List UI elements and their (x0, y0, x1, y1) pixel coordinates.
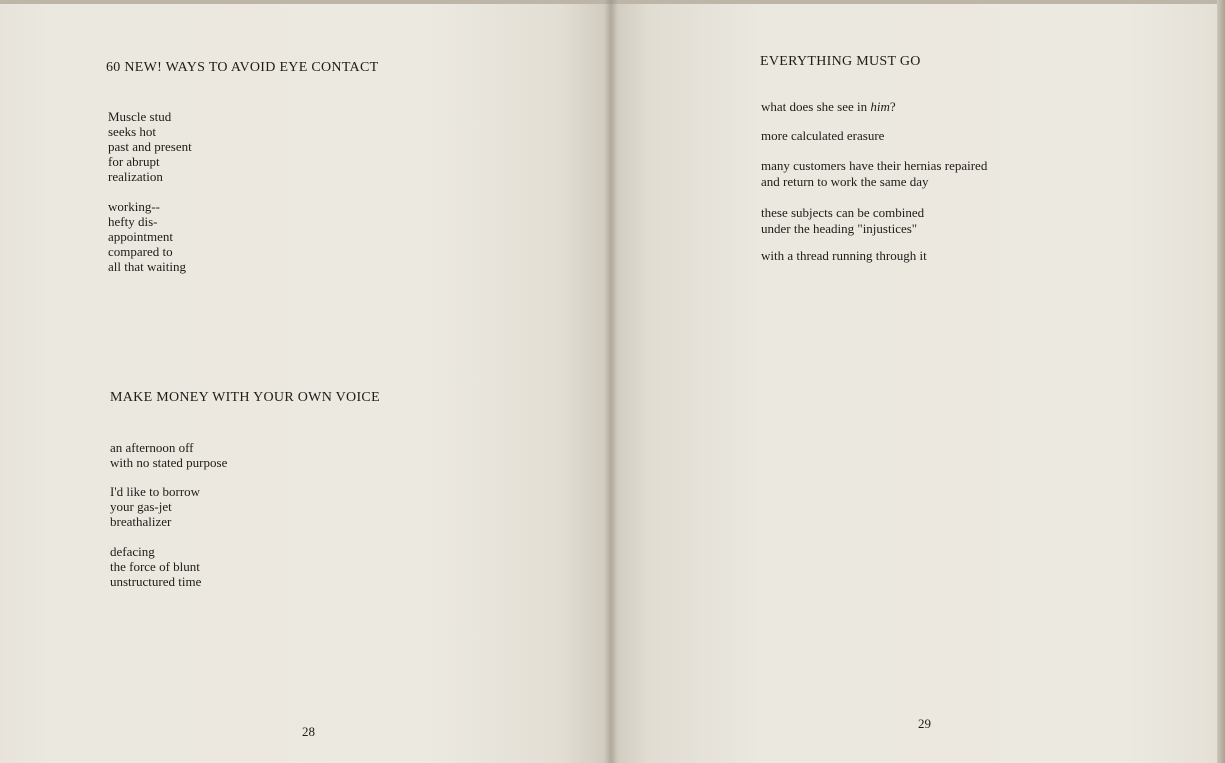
stanza (761, 205, 924, 237)
poem-title-everything-must-go: EVERYTHING MUST GO (760, 54, 921, 69)
poem-line: compared to (108, 244, 173, 259)
poem-line: realization (108, 169, 163, 184)
stanza (761, 158, 987, 190)
poem-line: hefty dis- (108, 214, 158, 229)
poem-line: these subjects can be combined (761, 205, 925, 220)
poem-line: defacing (110, 544, 155, 559)
poem-line: past and present (108, 139, 192, 154)
poem-line: appointment (108, 229, 173, 244)
poem-line: I'd like to borrow (110, 484, 201, 499)
stanza (110, 544, 201, 589)
poem-line: your gas-jet (110, 499, 172, 514)
book-gutter (604, 0, 618, 763)
poem-line: and return to work the same day (761, 174, 929, 189)
poem-line: with a thread running through it (761, 248, 927, 263)
stanza (108, 199, 186, 274)
poem-title-make-money: MAKE MONEY WITH YOUR OWN VOICE (110, 390, 380, 405)
poem-line: with no stated purpose (110, 455, 228, 470)
poem-line: many customers have their hernias repaired (761, 158, 988, 173)
page-number: 29 (918, 716, 931, 731)
stanza (110, 440, 227, 470)
poem-line: an afternoon off (110, 440, 194, 455)
right-page (611, 4, 1219, 763)
poem-line: what does she see in him? (761, 99, 896, 114)
page-edge (1217, 0, 1225, 763)
left-page (0, 4, 611, 763)
poem-line: unstructured time (110, 574, 202, 589)
page-number: 28 (302, 724, 315, 739)
stanza (108, 109, 192, 184)
poem-title-eye-contact: 60 NEW! WAYS TO AVOID EYE CONTACT (106, 60, 379, 75)
poem-line: working-- (108, 199, 160, 214)
poem-line: breathalizer (110, 514, 172, 529)
poem-line: the force of blunt (110, 559, 200, 574)
poem-line: under the heading "injustices" (761, 221, 918, 236)
stanza (110, 484, 200, 529)
poem-line: more calculated erasure (761, 128, 885, 143)
poem-line: for abrupt (108, 154, 160, 169)
poem-line: all that waiting (108, 259, 186, 274)
poem-line: Muscle stud (108, 109, 172, 124)
poem-line: seeks hot (108, 124, 157, 139)
